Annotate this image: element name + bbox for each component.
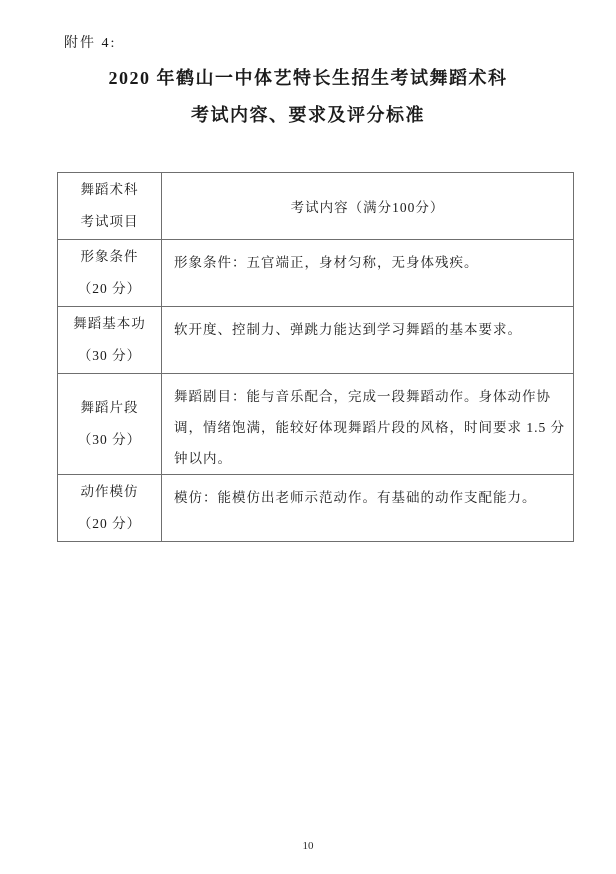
item-cell: [58, 374, 162, 475]
table-header-row: [58, 173, 574, 240]
table-row: [58, 374, 574, 475]
item-score: （20 分）: [77, 281, 142, 296]
header-cell-exam-item: [58, 173, 162, 240]
item-name: 动作模仿: [80, 484, 139, 499]
item-cell: [58, 307, 162, 374]
item-cell: [58, 475, 162, 542]
exam-criteria-table: [57, 172, 574, 542]
table-row: [58, 475, 574, 542]
item-name: 舞蹈基本功: [73, 316, 146, 331]
content-cell: 形象条件：五官端正，身材匀称，无身体残疾。: [162, 240, 574, 307]
document-title-line1: 2020 年鹤山一中体艺特长生招生考试舞蹈术科: [108, 68, 508, 88]
item-score: （30 分）: [77, 348, 142, 363]
header-cell-exam-content: 考试内容（满分100分）: [162, 173, 574, 240]
attachment-label: 附件 4:: [64, 36, 117, 51]
item-score: （20 分）: [77, 516, 142, 531]
document-title: [0, 60, 616, 134]
item-name: 形象条件: [80, 249, 139, 264]
item-name: 舞蹈片段: [80, 400, 139, 415]
header-item-line1: 舞蹈术科: [80, 182, 139, 197]
content-cell: 模仿：能模仿出老师示范动作。有基础的动作支配能力。: [162, 475, 574, 542]
header-item-line2: 考试项目: [80, 214, 139, 229]
page-number: 10: [302, 840, 314, 852]
table-row: [58, 307, 574, 374]
item-cell: [58, 240, 162, 307]
item-score: （30 分）: [77, 432, 142, 447]
content-cell: 舞蹈剧目：能与音乐配合，完成一段舞蹈动作。身体动作协调，情绪饱满，能较好体现舞蹈片段的风格，时间要求 1.5 分钟以内。: [162, 374, 574, 475]
content-cell: 软开度、控制力、弹跳力能达到学习舞蹈的基本要求。: [162, 307, 574, 374]
document-title-line2: 考试内容、要求及评分标准: [191, 105, 425, 125]
table-row: [58, 240, 574, 307]
